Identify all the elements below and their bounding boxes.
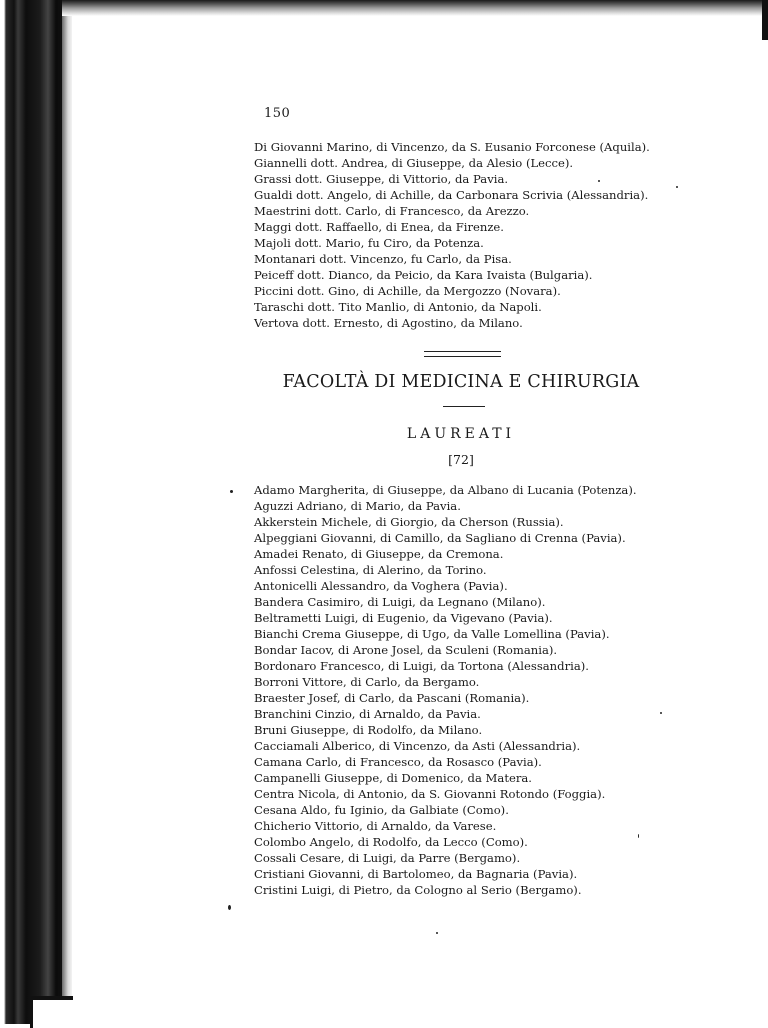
- scan-speck: [598, 180, 600, 182]
- list-item: Campanelli Giuseppe, di Domenico, da Matera.: [254, 771, 532, 785]
- list-item: Bandera Casimiro, di Luigi, da Legnano (Milano).: [254, 595, 546, 609]
- scan-speck: [660, 712, 662, 714]
- list-item: Cristini Luigi, di Pietro, da Cologno al Serio (Bergamo).: [254, 883, 582, 897]
- faculty-title: FACOLTÀ DI MEDICINA E CHIRURGIA: [282, 372, 640, 392]
- scan-speck: [228, 905, 231, 910]
- list-item: Branchini Cinzio, di Arnaldo, da Pavia.: [254, 707, 481, 721]
- list-item: Alpeggiani Giovanni, di Camillo, da Sagliano di Crenna (Pavia).: [254, 531, 626, 545]
- scan-speck: [436, 932, 438, 934]
- binding-shadow: [62, 0, 72, 1024]
- list-item: Colombo Angelo, di Rodolfo, da Lecco (Como).: [254, 835, 528, 849]
- list-item: Di Giovanni Marino, di Vincenzo, da S. Eusanio Forconese (Aquila).: [254, 140, 650, 154]
- list-item: Braester Josef, di Carlo, da Pascani (Romania).: [254, 691, 530, 705]
- list-item: Aguzzi Adriano, di Mario, da Pavia.: [254, 499, 461, 513]
- list-item: Adamo Margherita, di Giuseppe, da Albano di Lucania (Potenza).: [254, 483, 637, 497]
- list-item: Montanari dott. Vincenzo, fu Carlo, da Pisa.: [254, 252, 512, 266]
- list-item: Camana Carlo, di Francesco, da Rosasco (Pavia).: [254, 755, 542, 769]
- list-item: Gualdi dott. Angelo, di Achille, da Carbonara Scrivia (Alessandria).: [254, 188, 649, 202]
- scan-speck: [230, 490, 233, 493]
- list-item: Antonicelli Alessandro, da Voghera (Pavia).: [254, 579, 508, 593]
- title-underline: [443, 406, 485, 407]
- continued-graduates-list: [254, 139, 650, 331]
- list-item: Giannelli dott. Andrea, di Giuseppe, da Alesio (Lecce).: [254, 156, 574, 170]
- list-item: Chicherio Vittorio, di Arnaldo, da Varese.: [254, 819, 497, 833]
- page-top-edge: [62, 0, 768, 16]
- list-item: Maggi dott. Raffaello, di Enea, da Firenze.: [254, 220, 504, 234]
- list-item: Grassi dott. Giuseppe, di Vittorio, da Pavia.: [254, 172, 509, 186]
- list-item: Vertova dott. Ernesto, di Agostino, da Milano.: [254, 316, 523, 330]
- page-corner: [762, 0, 768, 40]
- list-item: Amadei Renato, di Giuseppe, da Cremona.: [254, 547, 504, 561]
- list-item: Akkerstein Michele, di Giorgio, da Cherson (Russia).: [254, 515, 564, 529]
- list-item: Cesana Aldo, fu Iginio, da Galbiate (Como).: [254, 803, 509, 817]
- scan-speck: [638, 834, 639, 838]
- list-item: Borroni Vittore, di Carlo, da Bergamo.: [254, 675, 480, 689]
- list-item: Bianchi Crema Giuseppe, di Ugo, da Valle Lomellina (Pavia).: [254, 627, 610, 641]
- list-item: Bruni Giuseppe, di Rodolfo, da Milano.: [254, 723, 483, 737]
- list-item: Cacciamali Alberico, di Vincenzo, da Asti (Alessandria).: [254, 739, 581, 753]
- book-binding: [0, 0, 62, 1024]
- list-item: Cristiani Giovanni, di Bartolomeo, da Bagnaria (Pavia).: [254, 867, 578, 881]
- graduate-count: [72]: [448, 452, 474, 467]
- binding-clip: [30, 996, 73, 1028]
- list-item: Peiceff dott. Dianco, da Peicio, da Kara Ivaista (Bulgaria).: [254, 268, 593, 282]
- page-number: 150: [264, 106, 291, 121]
- list-item: Majoli dott. Mario, fu Ciro, da Potenza.: [254, 236, 484, 250]
- list-item: Taraschi dott. Tito Manlio, di Antonio, da Napoli.: [254, 300, 542, 314]
- list-item: Maestrini dott. Carlo, di Francesco, da Arezzo.: [254, 204, 530, 218]
- list-item: Piccini dott. Gino, di Achille, da Mergozzo (Novara).: [254, 284, 561, 298]
- section-title: LAUREATI: [406, 426, 516, 442]
- list-item: Beltrametti Luigi, di Eugenio, da Vigevano (Pavia).: [254, 611, 553, 625]
- list-item: Cossali Cesare, di Luigi, da Parre (Bergamo).: [254, 851, 521, 865]
- list-item: Bordonaro Francesco, di Luigi, da Tortona (Alessandria).: [254, 659, 589, 673]
- section-divider: [424, 351, 501, 357]
- laureati-list: [254, 482, 637, 898]
- list-item: Centra Nicola, di Antonio, da S. Giovanni Rotondo (Foggia).: [254, 787, 606, 801]
- list-item: Bondar Iacov, di Arone Josel, da Sculeni (Romania).: [254, 643, 558, 657]
- list-item: Anfossi Celestina, di Alerino, da Torino.: [254, 563, 487, 577]
- scan-speck: [676, 186, 678, 188]
